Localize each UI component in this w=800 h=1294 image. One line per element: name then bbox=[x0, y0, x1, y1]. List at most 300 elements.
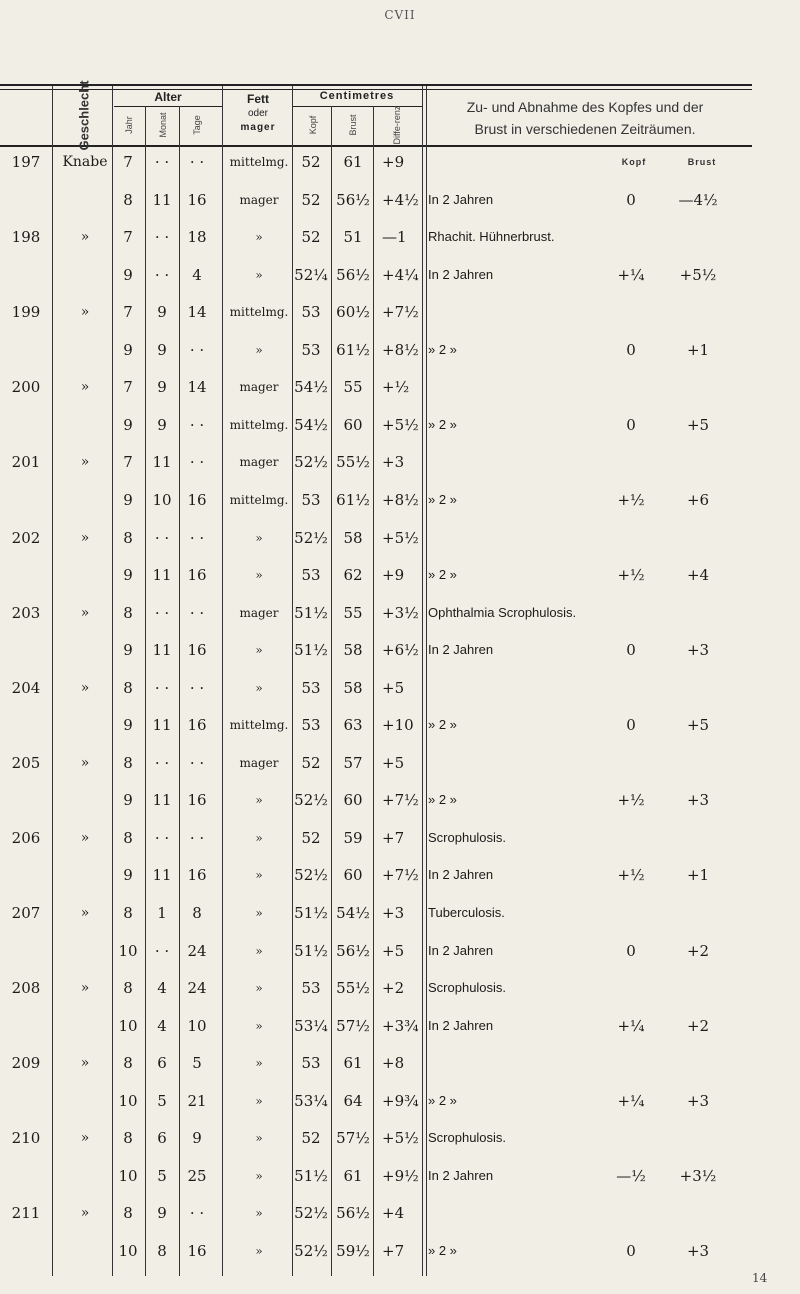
remark bbox=[428, 526, 608, 550]
record-number bbox=[4, 1089, 48, 1113]
sex-cell bbox=[58, 263, 112, 287]
header-alter: Alter bbox=[154, 90, 182, 104]
table-row bbox=[0, 826, 800, 850]
difference: +9½ bbox=[382, 1166, 419, 1185]
head-circumference: 53 bbox=[301, 340, 321, 359]
table-row bbox=[0, 788, 800, 812]
age-months: 4 bbox=[157, 1016, 167, 1035]
header-note bbox=[424, 96, 746, 140]
head-change bbox=[604, 1126, 658, 1150]
head-circumference: 53 bbox=[301, 1054, 321, 1073]
age-years: 7 bbox=[123, 303, 133, 322]
chest-change bbox=[668, 901, 728, 925]
difference: +5½ bbox=[382, 1129, 419, 1148]
table-row bbox=[0, 1051, 800, 1075]
nutrition-state: » bbox=[255, 1168, 263, 1183]
age-years: 7 bbox=[123, 378, 133, 397]
sex-cell: » bbox=[80, 379, 90, 396]
nutrition-state: » bbox=[255, 868, 263, 883]
chest-circumference: 55½ bbox=[336, 979, 370, 998]
nutrition-state: mager bbox=[239, 192, 279, 207]
head-change: +½ bbox=[617, 791, 645, 810]
nutrition-state: » bbox=[255, 1206, 263, 1221]
remark: Ophthalmia Scrophulosis. bbox=[428, 604, 577, 620]
head-circumference: 51½ bbox=[294, 603, 328, 622]
sex-cell: » bbox=[80, 229, 90, 246]
sex-cell bbox=[58, 863, 112, 887]
chest-change bbox=[668, 1201, 728, 1225]
sex-cell bbox=[58, 713, 112, 737]
sex-cell bbox=[58, 338, 112, 362]
nutrition-state: » bbox=[255, 530, 263, 545]
age-days: 5 bbox=[192, 1054, 202, 1073]
chest-change: +5 bbox=[686, 415, 710, 434]
head-circumference: 52 bbox=[301, 228, 321, 247]
nutrition-state: mager bbox=[239, 755, 279, 770]
table-row bbox=[0, 751, 800, 775]
chest-change: +3 bbox=[686, 791, 710, 810]
record-number bbox=[4, 488, 48, 512]
chest-circumference: 60 bbox=[343, 791, 363, 810]
age-months: · · bbox=[154, 753, 170, 772]
header-oder: oder bbox=[247, 108, 268, 119]
age-months: 11 bbox=[152, 566, 172, 585]
chest-change bbox=[668, 676, 728, 700]
chest-change: +2 bbox=[686, 1016, 710, 1035]
record-number: 208 bbox=[11, 979, 41, 998]
record-number: 204 bbox=[11, 678, 41, 697]
age-days: 16 bbox=[187, 791, 207, 810]
nutrition-state: » bbox=[255, 906, 263, 920]
chest-circumference: 61 bbox=[343, 153, 363, 171]
chest-circumference: 55 bbox=[343, 603, 363, 622]
chest-circumference: 60 bbox=[343, 415, 363, 434]
table-row bbox=[0, 338, 800, 362]
nutrition-state: » bbox=[255, 981, 263, 996]
head-circumference: 51½ bbox=[294, 904, 328, 922]
chest-circumference: 56½ bbox=[336, 1204, 370, 1223]
difference: +9¾ bbox=[382, 1091, 419, 1110]
table-row bbox=[0, 1126, 800, 1150]
head-circumference: 51½ bbox=[294, 1166, 328, 1185]
chest-circumference: 57½ bbox=[336, 1129, 370, 1148]
age-years: 8 bbox=[123, 828, 133, 847]
age-days: 16 bbox=[187, 716, 207, 735]
remark bbox=[428, 150, 608, 174]
age-days: · · bbox=[189, 415, 205, 434]
chest-change bbox=[668, 526, 728, 550]
sex-cell bbox=[58, 563, 112, 587]
nutrition-state: » bbox=[255, 643, 263, 658]
chest-change bbox=[668, 601, 728, 625]
table-row bbox=[0, 601, 800, 625]
record-number: 206 bbox=[11, 828, 41, 847]
remark bbox=[428, 1201, 608, 1225]
age-days: 16 bbox=[187, 641, 207, 660]
age-years: 9 bbox=[123, 791, 133, 810]
chest-circumference: 56½ bbox=[336, 190, 370, 209]
age-years: 8 bbox=[123, 1204, 133, 1223]
head-circumference: 52½ bbox=[294, 791, 328, 810]
difference: +9 bbox=[382, 566, 405, 585]
remark: » 2 » bbox=[428, 567, 457, 583]
remark: In 2 Jahren bbox=[428, 867, 494, 883]
nutrition-state: » bbox=[255, 568, 263, 583]
head-circumference: 52½ bbox=[294, 528, 328, 547]
nutrition-state: mittelmg. bbox=[229, 492, 289, 507]
nutrition-state: mittelmg. bbox=[229, 718, 289, 733]
age-days: · · bbox=[189, 1204, 205, 1223]
head-circumference: 52 bbox=[301, 828, 321, 847]
nutrition-state: mager bbox=[239, 380, 279, 395]
age-months: · · bbox=[154, 528, 170, 547]
chest-circumference: 60 bbox=[343, 866, 363, 885]
age-days: 16 bbox=[187, 190, 207, 209]
head-change bbox=[604, 225, 658, 249]
age-months: 11 bbox=[152, 716, 172, 735]
remark bbox=[428, 1051, 608, 1075]
remark: Scrophulosis. bbox=[428, 980, 507, 996]
chest-circumference: 61 bbox=[343, 1054, 363, 1073]
age-years: 8 bbox=[123, 678, 133, 697]
sex-cell bbox=[58, 188, 112, 212]
footer-mark: 14 bbox=[752, 1271, 768, 1285]
age-months: 10 bbox=[152, 490, 172, 509]
nutrition-state: mittelmg. bbox=[229, 305, 289, 320]
sex-cell: » bbox=[80, 604, 90, 621]
age-years: 10 bbox=[118, 1091, 138, 1110]
chest-circumference: 56½ bbox=[336, 265, 370, 284]
age-days: 16 bbox=[187, 866, 207, 885]
sex-cell: » bbox=[80, 529, 90, 546]
record-number bbox=[4, 263, 48, 287]
head-circumference: 53 bbox=[301, 490, 321, 509]
chest-change bbox=[668, 375, 728, 399]
remark: In 2 Jahren bbox=[428, 191, 494, 207]
head-circumference: 54½ bbox=[294, 378, 328, 397]
record-number bbox=[4, 638, 48, 662]
difference: +4½ bbox=[382, 190, 419, 209]
table-row bbox=[0, 1164, 800, 1188]
difference: +5 bbox=[382, 678, 405, 697]
head-change: +¼ bbox=[617, 1091, 645, 1110]
chest-circumference: 61 bbox=[343, 1166, 363, 1185]
remark: In 2 Jahren bbox=[428, 266, 494, 282]
age-months: · · bbox=[154, 265, 170, 284]
sex-cell: Knabe bbox=[62, 154, 108, 170]
record-number bbox=[4, 1164, 48, 1188]
sex-cell: » bbox=[80, 454, 90, 471]
head-circumference: 54½ bbox=[294, 415, 328, 434]
chest-change: +5½ bbox=[679, 265, 717, 284]
chest-change: +1 bbox=[686, 340, 710, 359]
record-number: 200 bbox=[11, 378, 41, 397]
sex-cell bbox=[58, 1164, 112, 1188]
remark: Scrophulosis. bbox=[428, 1130, 507, 1146]
chest-circumference: 62 bbox=[343, 566, 363, 585]
remark: In 2 Jahren bbox=[428, 1167, 494, 1183]
difference: +7½ bbox=[382, 866, 419, 885]
age-years: 8 bbox=[123, 603, 133, 622]
age-months: 9 bbox=[157, 415, 167, 434]
chest-change: +1 bbox=[686, 866, 710, 885]
chest-circumference: 57 bbox=[343, 753, 363, 772]
header-monat: Monat bbox=[158, 112, 168, 138]
difference: +3¾ bbox=[382, 1016, 419, 1035]
chest-change: +3 bbox=[686, 1091, 710, 1110]
nutrition-state: » bbox=[255, 830, 263, 845]
sex-cell: » bbox=[80, 980, 90, 997]
head-circumference: 52 bbox=[301, 1129, 321, 1148]
table-row bbox=[0, 1239, 800, 1263]
subheader-brust: Brust bbox=[687, 157, 717, 167]
remark: Scrophulosis. bbox=[428, 829, 507, 845]
table-row bbox=[0, 976, 800, 1000]
age-months: 6 bbox=[157, 1054, 167, 1073]
chest-circumference: 63 bbox=[343, 716, 363, 735]
age-months: · · bbox=[154, 603, 170, 622]
remark: » 2 » bbox=[428, 491, 457, 507]
record-number: 205 bbox=[11, 753, 41, 772]
age-months: 8 bbox=[157, 1241, 167, 1260]
sex-cell: » bbox=[80, 679, 90, 696]
age-months: 5 bbox=[157, 1166, 167, 1185]
record-number bbox=[4, 863, 48, 887]
difference: +2 bbox=[382, 979, 405, 998]
chest-change: +3 bbox=[686, 1241, 710, 1260]
chest-circumference: 56½ bbox=[336, 941, 370, 960]
nutrition-state: » bbox=[255, 1093, 263, 1108]
age-months: 1 bbox=[157, 904, 167, 922]
age-years: 7 bbox=[123, 153, 133, 171]
age-years: 8 bbox=[123, 1054, 133, 1073]
sex-cell bbox=[58, 1014, 112, 1038]
record-number bbox=[4, 188, 48, 212]
sex-cell bbox=[58, 638, 112, 662]
head-change: 0 bbox=[626, 1241, 636, 1260]
nutrition-state: » bbox=[255, 793, 263, 808]
head-change: 0 bbox=[626, 716, 636, 735]
age-days: 18 bbox=[187, 228, 207, 247]
age-years: 9 bbox=[123, 641, 133, 660]
sex-cell: » bbox=[80, 829, 90, 846]
age-months: 11 bbox=[152, 866, 172, 885]
difference: +8 bbox=[382, 1054, 405, 1073]
table-row bbox=[0, 713, 800, 737]
head-change: +½ bbox=[617, 866, 645, 885]
subheader-kopf: Kopf bbox=[621, 157, 647, 167]
difference: +5½ bbox=[382, 528, 419, 547]
remark: In 2 Jahren bbox=[428, 1017, 494, 1033]
record-number: 209 bbox=[11, 1054, 41, 1073]
age-years: 9 bbox=[123, 716, 133, 735]
record-number: 197 bbox=[11, 153, 41, 171]
age-days: 21 bbox=[187, 1091, 207, 1110]
difference: +8½ bbox=[382, 340, 419, 359]
age-days: 8 bbox=[192, 904, 202, 922]
head-circumference: 53 bbox=[301, 566, 321, 585]
remark bbox=[428, 450, 608, 474]
head-change: +½ bbox=[617, 490, 645, 509]
difference: +8½ bbox=[382, 490, 419, 509]
sex-cell bbox=[58, 939, 112, 963]
header-fett: Fett bbox=[247, 92, 269, 106]
remark bbox=[428, 751, 608, 775]
remark: » 2 » bbox=[428, 717, 457, 733]
age-days: · · bbox=[189, 453, 205, 472]
head-change: +¼ bbox=[617, 1016, 645, 1035]
difference: +3 bbox=[382, 904, 405, 922]
chest-change: +3 bbox=[686, 641, 710, 660]
age-months: 9 bbox=[157, 1204, 167, 1223]
head-circumference: 52 bbox=[301, 190, 321, 209]
remark: » 2 » bbox=[428, 792, 457, 808]
age-years: 8 bbox=[123, 979, 133, 998]
table-row bbox=[0, 863, 800, 887]
head-circumference: 52½ bbox=[294, 1241, 328, 1260]
header-note-line2: Brust in verschiedenen Zeiträumen. bbox=[474, 121, 696, 137]
record-number bbox=[4, 1014, 48, 1038]
age-months: 5 bbox=[157, 1091, 167, 1110]
sex-cell bbox=[58, 488, 112, 512]
age-days: 16 bbox=[187, 566, 207, 585]
sex-cell: » bbox=[80, 905, 90, 921]
remark: » 2 » bbox=[428, 416, 457, 432]
age-days: 14 bbox=[187, 378, 207, 397]
head-circumference: 52½ bbox=[294, 866, 328, 885]
age-days: · · bbox=[189, 678, 205, 697]
sex-cell bbox=[58, 788, 112, 812]
head-change: +½ bbox=[617, 566, 645, 585]
difference: +7 bbox=[382, 828, 405, 847]
sex-cell: » bbox=[80, 754, 90, 771]
age-days: · · bbox=[189, 753, 205, 772]
head-change bbox=[604, 300, 658, 324]
record-number bbox=[4, 1239, 48, 1263]
table-row bbox=[0, 939, 800, 963]
header-centimetres: Centimetres bbox=[319, 90, 395, 102]
remark bbox=[428, 676, 608, 700]
remark: » 2 » bbox=[428, 341, 457, 357]
page-number: CVII bbox=[384, 8, 416, 22]
age-days: 14 bbox=[187, 303, 207, 322]
record-number: 211 bbox=[11, 1204, 41, 1223]
age-days: · · bbox=[189, 603, 205, 622]
table-row bbox=[0, 150, 800, 174]
table-row bbox=[0, 526, 800, 550]
head-change: 0 bbox=[626, 415, 636, 434]
chest-change bbox=[668, 150, 728, 174]
table-row bbox=[0, 450, 800, 474]
head-change bbox=[604, 826, 658, 850]
nutrition-state: mager bbox=[239, 455, 279, 470]
nutrition-state: mager bbox=[239, 605, 279, 620]
chest-change bbox=[668, 976, 728, 1000]
age-years: 9 bbox=[123, 866, 133, 885]
age-years: 7 bbox=[123, 453, 133, 472]
record-number: 210 bbox=[11, 1129, 41, 1148]
head-change bbox=[604, 450, 658, 474]
sex-cell bbox=[58, 1089, 112, 1113]
record-number bbox=[4, 713, 48, 737]
age-months: · · bbox=[154, 678, 170, 697]
nutrition-state: » bbox=[255, 1056, 263, 1071]
nutrition-state: » bbox=[255, 342, 263, 357]
difference: +7 bbox=[382, 1241, 405, 1260]
age-months: · · bbox=[154, 153, 170, 171]
age-years: 7 bbox=[123, 228, 133, 247]
header-kopf: Kopf bbox=[308, 115, 318, 135]
nutrition-state: » bbox=[255, 267, 263, 282]
head-change: 0 bbox=[626, 941, 636, 960]
sex-cell: » bbox=[80, 1130, 90, 1147]
chest-circumference: 59 bbox=[343, 828, 363, 847]
head-change bbox=[604, 751, 658, 775]
age-years: 9 bbox=[123, 265, 133, 284]
nutrition-state: » bbox=[255, 943, 263, 958]
age-years: 8 bbox=[123, 904, 133, 922]
chest-change: +5 bbox=[686, 716, 710, 735]
head-change bbox=[604, 976, 658, 1000]
table-row bbox=[0, 488, 800, 512]
head-circumference: 53¼ bbox=[294, 1016, 328, 1035]
chest-circumference: 57½ bbox=[336, 1016, 370, 1035]
table-row bbox=[0, 676, 800, 700]
record-number bbox=[4, 413, 48, 437]
header-geschlecht: Geschlecht bbox=[76, 80, 92, 151]
difference: +5 bbox=[382, 941, 405, 960]
sex-cell bbox=[58, 413, 112, 437]
age-months: · · bbox=[154, 941, 170, 960]
age-days: 9 bbox=[192, 1129, 202, 1148]
chest-change bbox=[668, 300, 728, 324]
difference: —1 bbox=[382, 228, 407, 247]
sex-cell bbox=[58, 1239, 112, 1263]
chest-circumference: 61½ bbox=[336, 340, 370, 359]
record-number: 198 bbox=[11, 228, 41, 247]
difference: +7½ bbox=[382, 303, 419, 322]
record-number bbox=[4, 338, 48, 362]
chest-change bbox=[668, 751, 728, 775]
head-circumference: 52 bbox=[301, 753, 321, 772]
difference: +7½ bbox=[382, 791, 419, 810]
head-circumference: 53 bbox=[301, 979, 321, 998]
record-number: 202 bbox=[11, 528, 41, 547]
age-months: 11 bbox=[152, 791, 172, 810]
head-change bbox=[604, 901, 658, 925]
table-row bbox=[0, 375, 800, 399]
age-years: 9 bbox=[123, 490, 133, 509]
difference: +9 bbox=[382, 153, 405, 171]
remark: Tuberculosis. bbox=[428, 905, 505, 920]
nutrition-state: » bbox=[255, 1018, 263, 1033]
header-mager: mager bbox=[240, 122, 276, 133]
difference: +4 bbox=[382, 1204, 405, 1223]
age-days: 4 bbox=[192, 265, 202, 284]
sex-cell: » bbox=[80, 1205, 90, 1222]
age-days: · · bbox=[189, 153, 205, 171]
sex-cell: » bbox=[80, 304, 90, 321]
difference: +3½ bbox=[382, 603, 419, 622]
age-months: · · bbox=[154, 228, 170, 247]
remark: » 2 » bbox=[428, 1092, 457, 1108]
age-months: 4 bbox=[157, 979, 167, 998]
chest-circumference: 64 bbox=[343, 1091, 363, 1110]
head-change bbox=[604, 676, 658, 700]
chest-change: +4 bbox=[686, 566, 710, 585]
age-years: 9 bbox=[123, 340, 133, 359]
age-years: 8 bbox=[123, 528, 133, 547]
